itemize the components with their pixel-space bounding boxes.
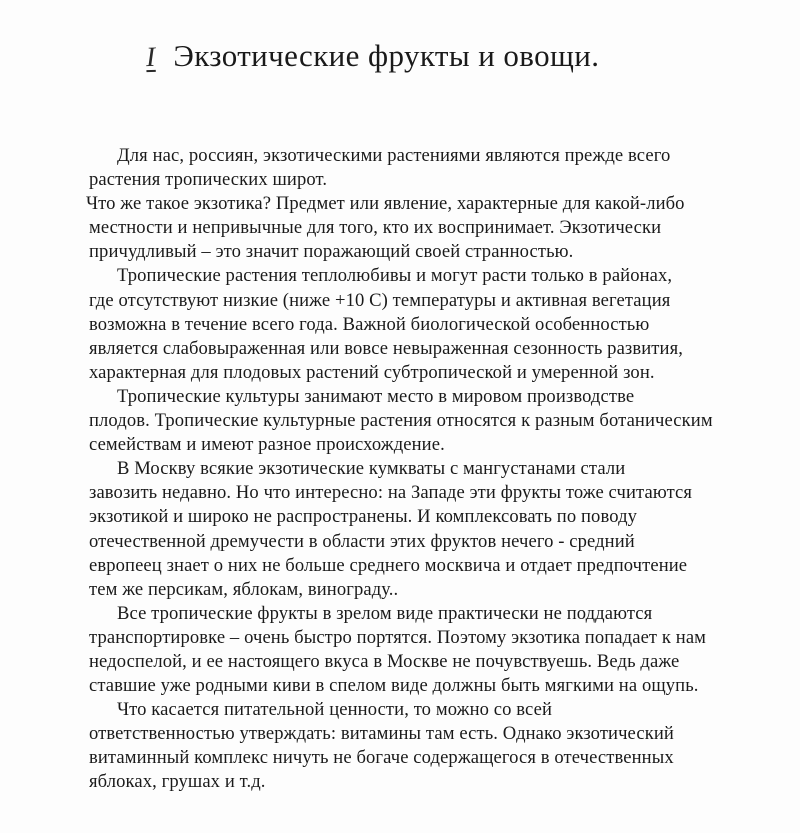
text-line: Для нас, россиян, экзотическими растениями являются прежде всего: [117, 145, 671, 166]
text-line: недоспелой, и ее настоящего вкуса в Москве не почувствуешь. Ведь даже: [89, 650, 680, 672]
text-line: яблоках, грушах и т.д.: [89, 771, 266, 793]
text-line: Тропические растения теплолюбивы и могут расти только в районах,: [117, 265, 673, 287]
text-line: где отсутствуют низкие (ниже +10 С) температуры и активная вегетация: [89, 289, 671, 311]
text-line: является слабовыраженная или вовсе невыраженная сезонность развития,: [89, 337, 683, 359]
text-line: причудливый – это значит поражающий своей странностью.: [89, 241, 574, 263]
text-line: растения тропических широт.: [89, 169, 328, 191]
text-line: Что же такое экзотика? Предмет или явление, характерные для какой-либо: [86, 193, 685, 215]
body-text: [86, 144, 789, 795]
page-heading: [146, 38, 599, 82]
text-line: плодов. Тропические культурные растения относятся к разным ботаническим: [89, 410, 713, 432]
text-line: тем же персикам, яблокам, винограду..: [89, 578, 399, 600]
text-line: завозить недавно. Но что интересно: на Западе эти фрукты тоже считаются: [89, 482, 693, 504]
text-line: ставшие уже родными киви в спелом виде должны быть мягкими на ощупь.: [89, 675, 699, 697]
text-line: Что касается питательной ценности, то можно со всей: [117, 699, 553, 721]
text-line: возможна в течение всего года. Важной биологической особенностью: [89, 313, 650, 335]
text-line: характерная для плодовых растений субтропической и умеренной зон.: [89, 361, 655, 383]
text-line: экзотикой и широко не распространены. И комплексовать по поводу: [89, 506, 638, 528]
text-line: В Москву всякие экзотические кумкваты с мангустанами стали: [117, 458, 626, 480]
text-line: транспортировке – очень быстро портятся. Поэтому экзотика попадает к нам: [89, 626, 707, 648]
text-line: отечественной дремучести в области этих фруктов нечего - средний: [89, 530, 635, 552]
text-line: семействам и имеют разное происхождение.: [89, 434, 445, 456]
text-line: Тропические культуры занимают место в мировом производстве: [117, 385, 635, 407]
text-line: витаминный комплекс ничуть не богаче содержащегося в отечественных: [89, 747, 674, 769]
text-line: местности и непривычные для того, кто их воспринимает. Экзотически: [89, 217, 662, 239]
page-title: Экзотические фрукты и овощи.: [173, 38, 600, 73]
text-line: европеец знает о них не больше среднего москвича и отдает предпочтение: [89, 554, 688, 576]
section-number: I: [145, 41, 156, 74]
text-line: Все тропические фрукты в зрелом виде практически не поддаются: [117, 602, 653, 624]
text-line: ответственностью утверждать: витамины там есть. Однако экзотический: [89, 723, 674, 745]
